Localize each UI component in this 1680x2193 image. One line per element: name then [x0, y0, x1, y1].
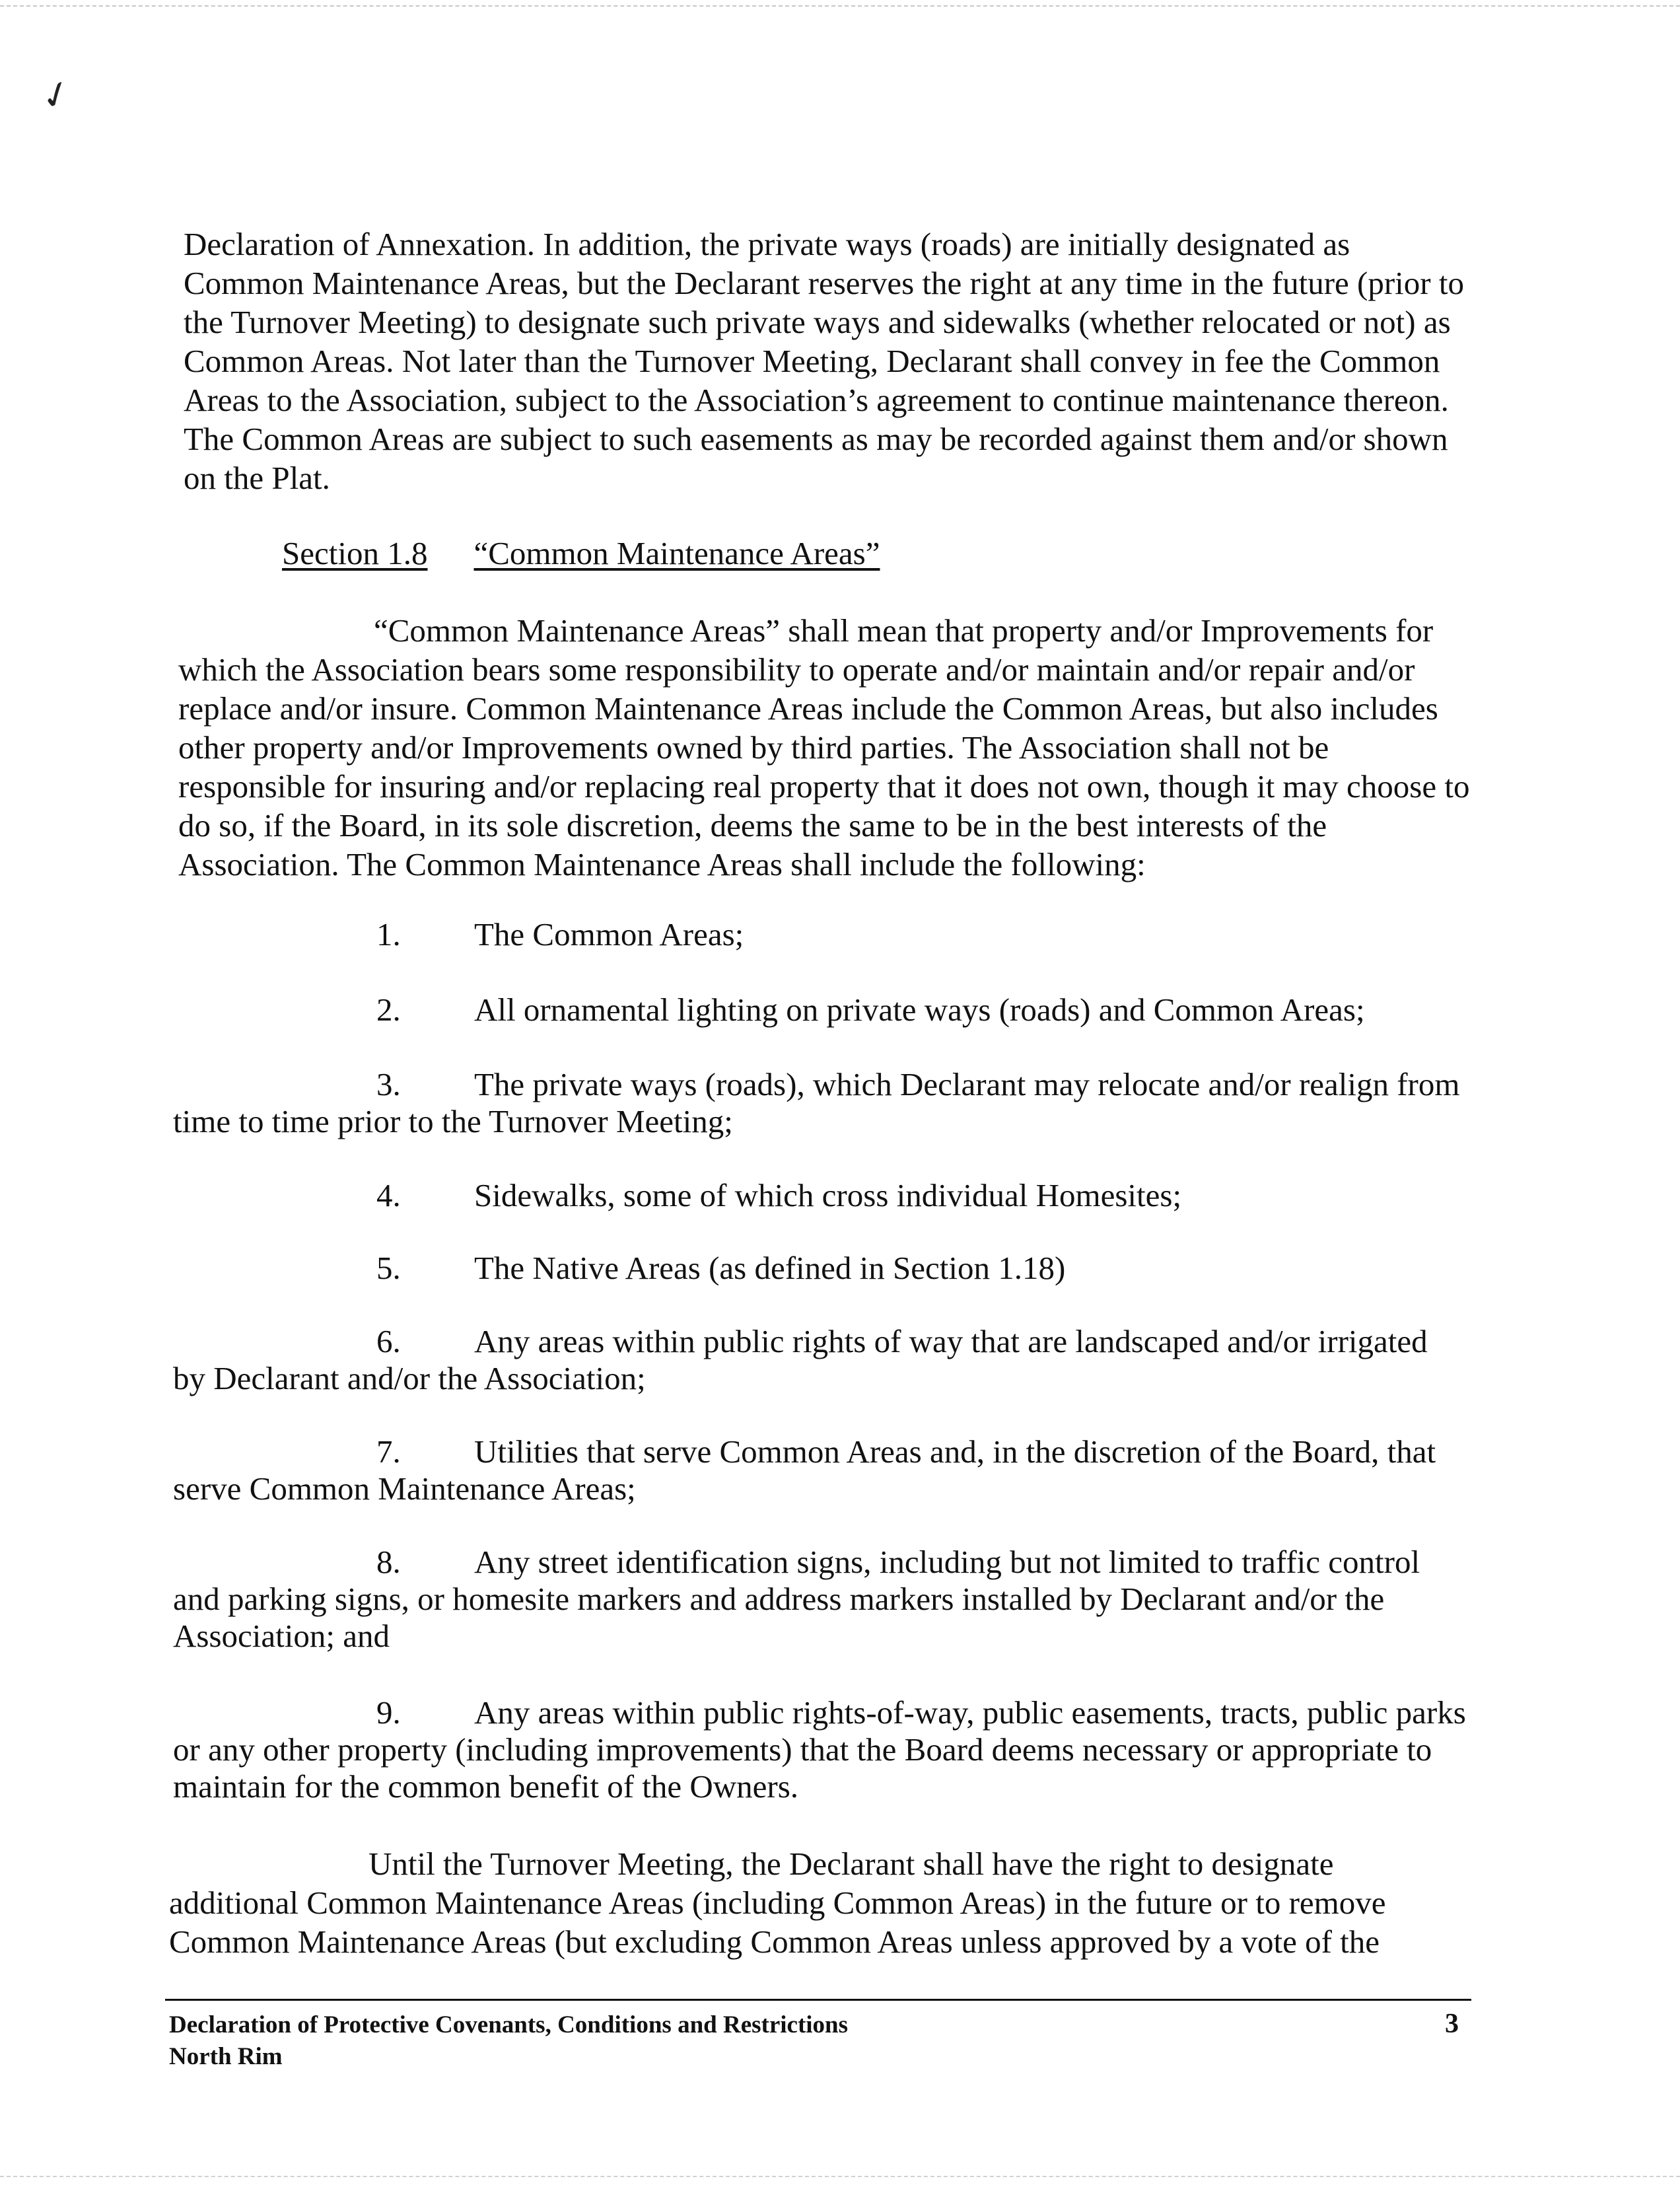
list-item-text: Any street identification signs, including but not limited to traffic control and parking signs, or homesite markers and address markers installed by Declarant and/or the Association; and	[173, 1544, 1420, 1654]
list-item-number: 5.	[376, 1250, 401, 1286]
intro-paragraph: Declaration of Annexation. In addition, the private ways (roads) are initially designated as Common Maintenance Areas, but the Declarant reserves the right at any time in the future (prior to the Turnover Meeting) to designate such private ways and sidewalks (whether relocated or not) as Common Areas. Not later than the Turnover Meeting, Declarant shall convey in fee the Common Areas to the Association, subject to the Association’s agreement to continue maintenance thereon. The Common Areas are subject to such easements as may be recorded against them and/or shown on the Plat.	[184, 226, 1464, 496]
scan-artifact-bottom	[0, 2176, 1680, 2180]
list-item	[173, 1694, 1467, 1805]
list-item	[173, 1250, 1467, 1287]
page-number: 3	[1445, 2009, 1459, 2039]
list-item-number: 4.	[376, 1177, 401, 1213]
list-item	[173, 1066, 1467, 1140]
list-item-number: 1.	[376, 916, 401, 953]
list-item-number: 2.	[376, 991, 401, 1028]
list-item-text: Sidewalks, some of which cross individual Homesites;	[474, 1177, 1182, 1213]
footer-divider	[165, 1999, 1471, 2001]
list-item-text: The private ways (roads), which Declarant may relocate and/or realign from time to time prior to the Turnover Meeting;	[173, 1066, 1460, 1139]
list-item-text: The Native Areas (as defined in Section 1.18)	[474, 1250, 1066, 1286]
list-item-text: The Common Areas;	[474, 916, 744, 953]
section-number: Section 1.8	[282, 535, 428, 571]
definition-paragraph: “Common Maintenance Areas” shall mean that property and/or Improvements for which the Association bears some responsibility to operate and/or maintain and/or repair and/or replace and/or insure. Common Maintenance Areas include the Common Areas, but also includes other property and/or Improvements owned by third parties. The Association shall not be responsible for insuring and/or replacing real property that it does not own, though it may choose to do so, if the Board, in its sole discretion, deems the same to be in the best interests of the Association. The Common Maintenance Areas shall include the following:	[178, 612, 1470, 882]
list-item	[173, 1433, 1467, 1507]
list-item-text: Any areas within public rights-of-way, public easements, tracts, public parks or any other property (including improvements) that the Board deems necessary or appropriate to maintain for the common benefit of the Owners.	[173, 1694, 1466, 1805]
list-item	[173, 1544, 1467, 1655]
list-item-number: 3.	[376, 1066, 401, 1102]
list-item	[173, 991, 1467, 1028]
list-item-number: 7.	[376, 1433, 401, 1470]
closing-paragraph: Until the Turnover Meeting, the Declarant shall have the right to designate additional Common Maintenance Areas (including Common Areas) in the future or to remove Common Maintenance Areas (but excluding Common Areas unless approved by a vote of the	[169, 1846, 1386, 1960]
list-item-number: 9.	[376, 1694, 401, 1731]
section-heading	[282, 534, 880, 573]
list-item	[173, 1323, 1467, 1397]
list-item-number: 6.	[376, 1323, 401, 1359]
list-item-text: Utilities that serve Common Areas and, in the discretion of the Board, that serve Common Maintenance Areas;	[173, 1433, 1436, 1507]
footer-project-name: North Rim	[169, 2043, 283, 2070]
scan-mark-icon: ✓	[34, 71, 79, 121]
list-item-text: Any areas within public rights of way that are landscaped and/or irrigated by Declarant and/or the Association;	[173, 1323, 1428, 1396]
list-item	[173, 916, 1467, 953]
footer-document-title: Declaration of Protective Covenants, Conditions and Restrictions	[169, 2011, 849, 2038]
list-item	[173, 1177, 1467, 1214]
list-item-number: 8.	[376, 1544, 401, 1580]
scan-artifact-top	[0, 5, 1680, 9]
list-item-text: All ornamental lighting on private ways (roads) and Common Areas;	[474, 991, 1365, 1028]
section-title: “Common Maintenance Areas”	[473, 535, 880, 571]
